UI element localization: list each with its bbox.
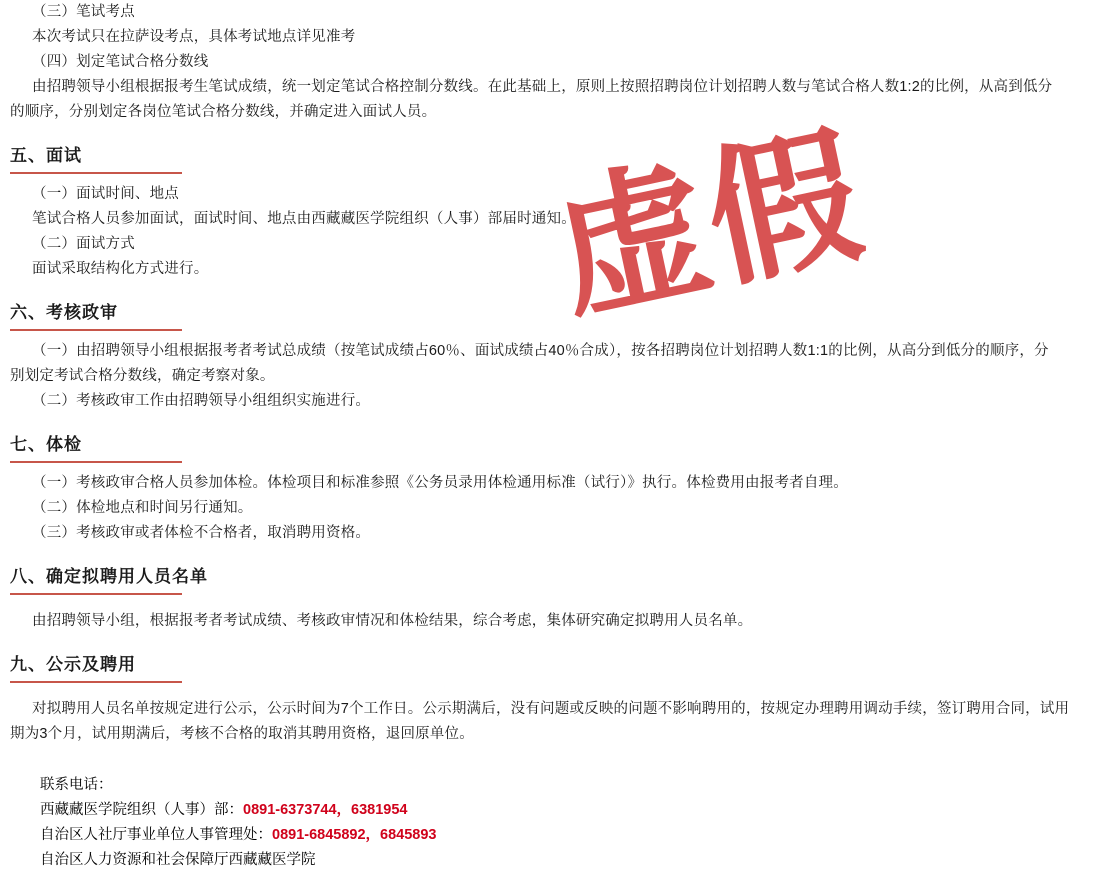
- section-assessment: [0, 298, 1100, 414]
- heading-underline: [10, 461, 182, 463]
- section-heading: [0, 430, 1100, 467]
- paragraph: 对拟聘用人员名单按规定进行公示，公示时间为7个工作日。公示期满后，没有问题或反映的问题不影响聘用的，按规定办理聘用调动手续，签订聘用合同，试用: [32, 701, 1070, 717]
- section-heading: [0, 298, 1100, 335]
- paragraph: （一）由招聘领导小组根据报考者考试总成绩（按笔试成绩占60％、面试成绩占40％合成），按各招聘岗位计划招聘人数1:1的比例，从高分到低分的顺序，分: [32, 343, 1049, 359]
- paragraph: （三）笔试考点: [32, 4, 135, 20]
- contact-footer: 自治区人力资源和社会保障厅西藏藏医学院: [40, 852, 316, 868]
- section-heading-text: 五、面试: [10, 146, 82, 165]
- contact-phone: 0891-6845892，6845893: [272, 827, 437, 843]
- paragraph: 由招聘领导小组，根据报考者考试成绩、考核政审情况和体检结果，综合考虑，集体研究确定拟聘用人员名单。: [32, 613, 753, 629]
- paragraph: （一）面试时间、地点: [32, 186, 179, 202]
- paragraph: 的顺序，分别划定各岗位笔试合格分数线，并确定进入面试人员。: [10, 104, 437, 120]
- heading-underline: [10, 681, 182, 683]
- fake-watermark: 虚假: [541, 107, 879, 343]
- paragraph: 本次考试只在拉萨设考点，具体考试地点详见准考: [32, 29, 356, 45]
- section-interview: [0, 141, 1100, 282]
- section-hire-list: [0, 562, 1100, 634]
- paragraph: （二）考核政审工作由招聘领导小组组织实施进行。: [32, 393, 371, 409]
- section-heading-text: 九、公示及聘用: [10, 655, 136, 674]
- paragraph: 由招聘领导小组根据报考生笔试成绩，统一划定笔试合格控制分数线。在此基础上，原则上按照招聘岗位计划招聘人数与笔试合格人数1:2的比例，从高到低分: [32, 79, 1053, 95]
- top-fragment: [0, 0, 1100, 125]
- paragraph: 别划定考试合格分数线，确定考察对象。: [10, 368, 275, 384]
- section-heading-text: 六、考核政审: [10, 303, 118, 322]
- contact-label: 自治区人社厅事业单位人事管理处：: [40, 827, 272, 843]
- contact-block: [0, 773, 1100, 873]
- paragraph: （一）考核政审合格人员参加体检。体检项目和标准参照《公务员录用体检通用标准（试行）》执行。体检费用由报考者自理。: [32, 475, 848, 491]
- paragraph: 期为3个月，试用期满后，考核不合格的取消其聘用资格，退回原单位。: [10, 726, 474, 742]
- section-physical-exam: [0, 430, 1100, 546]
- contact-label: 西藏藏医学院组织（人事）部：: [40, 802, 243, 818]
- paragraph: （三）考核政审或者体检不合格者，取消聘用资格。: [32, 525, 371, 541]
- contact-row: [40, 823, 1100, 848]
- heading-underline: [10, 329, 182, 331]
- contact-phone: 0891-6373744，6381954: [243, 802, 408, 818]
- heading-underline: [10, 172, 182, 174]
- paragraph: （二）面试方式: [32, 236, 135, 252]
- paragraph: （四）划定笔试合格分数线: [32, 54, 209, 70]
- section-publicity-employment: [0, 650, 1100, 747]
- paragraph: 面试采取结构化方式进行。: [32, 261, 209, 277]
- paragraph: （二）体检地点和时间另行通知。: [32, 500, 253, 516]
- section-heading-text: 八、确定拟聘用人员名单: [10, 567, 208, 586]
- heading-underline: [10, 593, 182, 595]
- section-heading: [0, 562, 1100, 599]
- paragraph: 笔试合格人员参加面试，面试时间、地点由西藏藏医学院组织（人事）部届时通知。: [32, 211, 576, 227]
- section-heading-text: 七、体检: [10, 435, 82, 454]
- section-heading: [0, 141, 1100, 178]
- section-heading: [0, 650, 1100, 687]
- contact-title: 联系电话：: [40, 777, 113, 793]
- contact-row: [40, 798, 1100, 823]
